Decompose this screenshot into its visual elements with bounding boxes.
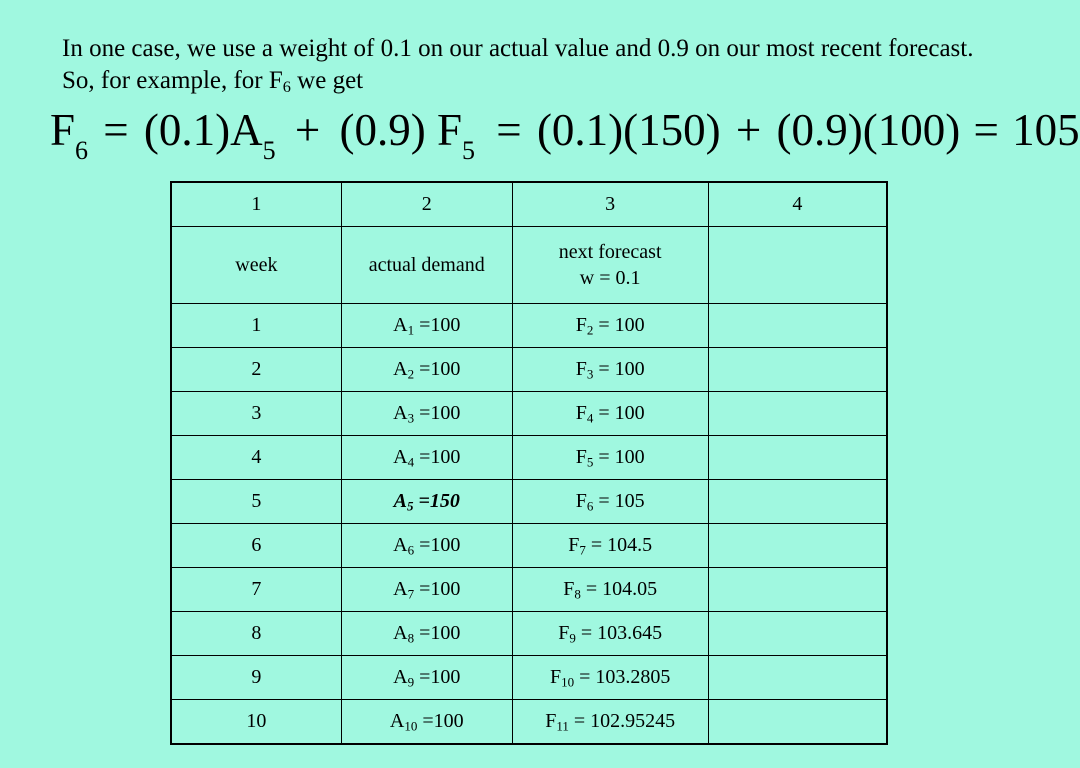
formula-weight-forecast: (0.9) — [339, 105, 426, 155]
cell-next-forecast — [512, 392, 708, 436]
forecast-formula: F6 = (0.1)A5 + (0.9) F5 = (0.1)(150) + (0.9)(100) = 105 — [50, 100, 1080, 160]
actual-prefix: A — [393, 358, 408, 380]
forecast-prefix: F — [568, 534, 580, 556]
cell-week: 10 — [171, 700, 341, 745]
cell-week: 5 — [171, 480, 341, 524]
formula-result: 105 — [1012, 105, 1080, 155]
forecast-table — [170, 181, 888, 745]
forecast-prefix: F — [575, 358, 587, 380]
actual-prefix: A — [389, 710, 405, 732]
forecast-value: = 103.645 — [575, 622, 663, 644]
cell-next-forecast — [512, 304, 708, 348]
header-forecast-line2: w = 0.1 — [579, 267, 641, 289]
cell-actual-demand — [341, 480, 512, 524]
table-row — [171, 524, 887, 568]
header-forecast-line1: next forecast — [558, 241, 662, 263]
cell-actual-demand — [341, 348, 512, 392]
cell-week: 1 — [171, 304, 341, 348]
forecast-value: = 100 — [593, 402, 645, 424]
table-row — [171, 480, 887, 524]
table-row — [171, 568, 887, 612]
formula-equals-3: = — [973, 105, 999, 155]
actual-value: =100 — [414, 358, 461, 380]
col-number-1: 1 — [171, 182, 341, 227]
actual-prefix: A — [393, 446, 408, 468]
forecast-subscript: 11 — [556, 718, 569, 734]
forecast-subscript: 8 — [574, 586, 581, 602]
forecast-subscript: 3 — [586, 366, 594, 382]
actual-prefix: A — [393, 622, 408, 644]
actual-subscript: 1 — [407, 322, 415, 338]
cell-actual-demand — [341, 568, 512, 612]
actual-subscript: 4 — [407, 454, 415, 470]
cell-week: 2 — [171, 348, 341, 392]
actual-value: =100 — [414, 666, 461, 688]
col-number-4: 4 — [708, 182, 887, 227]
forecast-subscript: 6 — [586, 498, 594, 514]
forecast-subscript: 2 — [586, 322, 594, 338]
table-row — [171, 656, 887, 700]
forecast-subscript: 5 — [586, 454, 594, 470]
cell-week: 3 — [171, 392, 341, 436]
forecast-value: = 102.95245 — [568, 710, 676, 732]
cell-col4 — [708, 568, 887, 612]
actual-subscript: 8 — [407, 630, 415, 646]
cell-actual-demand — [341, 436, 512, 480]
actual-demand-value — [393, 446, 460, 468]
header-col4 — [708, 227, 887, 304]
cell-col4 — [708, 656, 887, 700]
cell-next-forecast — [512, 612, 708, 656]
forecast-value: = 105 — [593, 490, 645, 512]
table-row — [171, 392, 887, 436]
actual-subscript: 6 — [407, 542, 415, 558]
actual-value: =100 — [414, 622, 461, 644]
cell-next-forecast — [512, 700, 708, 745]
actual-demand-value — [393, 534, 460, 556]
cell-next-forecast — [512, 436, 708, 480]
cell-week: 6 — [171, 524, 341, 568]
table-row — [171, 612, 887, 656]
forecast-subscript: 9 — [569, 630, 576, 646]
forecast-prefix: F — [563, 578, 575, 600]
cell-actual-demand — [341, 392, 512, 436]
actual-value: =100 — [414, 578, 461, 600]
cell-week: 7 — [171, 568, 341, 612]
actual-subscript: 5 — [406, 498, 414, 514]
forecast-subscript: 7 — [579, 542, 586, 558]
actual-demand-value — [394, 490, 460, 512]
actual-prefix: A — [393, 402, 408, 424]
cell-col4 — [708, 480, 887, 524]
cell-next-forecast — [512, 524, 708, 568]
actual-subscript: 2 — [407, 366, 415, 382]
forecast-value: = 104.5 — [585, 534, 653, 556]
actual-subscript: 10 — [404, 718, 418, 734]
actual-demand-value — [393, 358, 460, 380]
actual-prefix: A — [393, 490, 407, 512]
actual-value: =100 — [414, 446, 461, 468]
table-column-number-row — [171, 182, 887, 227]
formula-calc-2: (0.9)(100) — [776, 105, 961, 155]
actual-demand-value — [393, 622, 460, 644]
cell-col4 — [708, 436, 887, 480]
forecast-prefix: F — [575, 490, 587, 512]
cell-col4 — [708, 392, 887, 436]
intro-subscript: 6 — [282, 78, 291, 97]
actual-demand-value — [390, 710, 464, 732]
cell-next-forecast — [512, 568, 708, 612]
forecast-subscript: 10 — [561, 674, 575, 690]
cell-actual-demand — [341, 612, 512, 656]
cell-actual-demand — [341, 656, 512, 700]
formula-equals-1: = — [103, 105, 129, 155]
actual-prefix: A — [393, 666, 408, 688]
forecast-value: = 103.2805 — [574, 666, 671, 688]
cell-next-forecast — [512, 656, 708, 700]
forecast-subscript: 4 — [586, 410, 594, 426]
actual-demand-value — [393, 578, 460, 600]
forecast-prefix: F — [575, 446, 587, 468]
cell-next-forecast — [512, 480, 708, 524]
cell-col4 — [708, 612, 887, 656]
actual-demand-value — [393, 402, 460, 424]
actual-value: =100 — [414, 402, 461, 424]
formula-calc-1: (0.1)(150) — [536, 105, 721, 155]
actual-value: =100 — [414, 534, 461, 556]
intro-part1: In one case, we use a weight of 0.1 on our actual value and 0.9 on our most recent forecast. So, for example, for F — [62, 35, 974, 94]
header-next-forecast — [512, 227, 708, 304]
actual-prefix: A — [393, 314, 408, 336]
intro-part2: we get — [290, 67, 364, 94]
formula-plus-1: + — [294, 105, 321, 155]
actual-subscript: 3 — [407, 410, 415, 426]
cell-actual-demand — [341, 524, 512, 568]
cell-next-forecast — [512, 348, 708, 392]
cell-actual-demand — [341, 304, 512, 348]
intro-text — [62, 33, 1002, 97]
forecast-prefix: F — [575, 314, 587, 336]
actual-value: =100 — [414, 314, 461, 336]
forecast-value: = 100 — [593, 446, 645, 468]
cell-col4 — [708, 700, 887, 745]
formula-equals-2: = — [496, 105, 522, 155]
cell-week: 4 — [171, 436, 341, 480]
actual-value: =100 — [417, 710, 464, 732]
cell-col4 — [708, 524, 887, 568]
actual-prefix: A — [393, 534, 408, 556]
forecast-value: = 100 — [593, 314, 645, 336]
col-number-3: 3 — [512, 182, 708, 227]
cell-week: 8 — [171, 612, 341, 656]
cell-actual-demand — [341, 700, 512, 745]
forecast-value: = 100 — [593, 358, 645, 380]
actual-demand-value — [393, 314, 460, 336]
actual-demand-value — [393, 666, 460, 688]
col-number-2: 2 — [341, 182, 512, 227]
actual-prefix: A — [393, 578, 408, 600]
forecast-prefix: F — [575, 402, 587, 424]
forecast-prefix: F — [545, 710, 557, 732]
formula-weight-actual: (0.1)A — [143, 105, 263, 155]
formula-plus-2: + — [735, 105, 762, 155]
actual-value: =150 — [413, 490, 460, 512]
actual-subscript: 9 — [407, 674, 415, 690]
table-header-row — [171, 227, 887, 304]
formula-f2: F — [437, 105, 463, 155]
table-row — [171, 304, 887, 348]
header-week: week — [171, 227, 341, 304]
table-row — [171, 700, 887, 745]
table-row — [171, 348, 887, 392]
forecast-value: = 104.05 — [580, 578, 658, 600]
actual-subscript: 7 — [407, 586, 415, 602]
header-actual-demand: actual demand — [341, 227, 512, 304]
formula-f: F — [50, 105, 76, 155]
forecast-prefix: F — [549, 666, 562, 688]
cell-col4 — [708, 348, 887, 392]
table-row — [171, 436, 887, 480]
cell-col4 — [708, 304, 887, 348]
cell-week: 9 — [171, 656, 341, 700]
forecast-prefix: F — [558, 622, 570, 644]
